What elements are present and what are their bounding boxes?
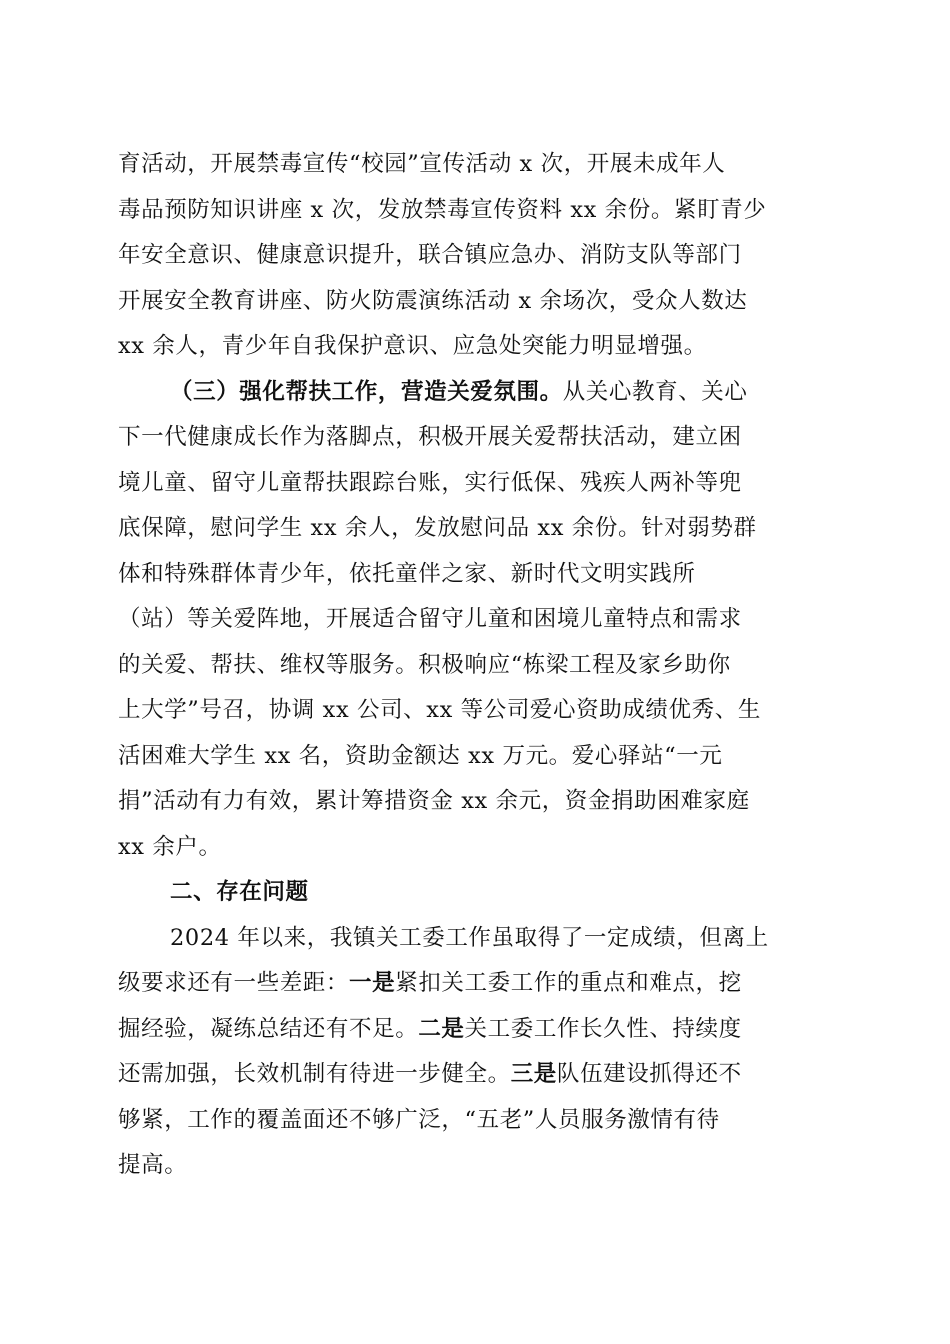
- body-text: 底保障，慰问学生 xx 余人，发放慰问品 xx 余份。针对弱势群: [118, 515, 757, 541]
- body-text: 捐”活动有力有效，累计筹措资金 xx 余元，资金捐助困难家庭: [118, 788, 750, 814]
- body-text: xx 余户。: [118, 833, 222, 860]
- text-line: [118, 370, 830, 416]
- body-text: 育活动，开展禁毒宣传“校园”宣传活动 x 次，开展未成年人: [118, 151, 726, 177]
- body-text: 的关爱、帮扶、维权等服务。积极响应“栋梁工程及家乡助你: [118, 651, 731, 678]
- text-line: [118, 961, 830, 1007]
- body-text: 还需加强，长效机制有待进一步健全。: [118, 1061, 511, 1087]
- text-line: [118, 916, 830, 962]
- text-line: [118, 688, 830, 734]
- bold-heading-text: 二、存在问题: [170, 879, 309, 905]
- text-line: [118, 233, 830, 279]
- text-line: [118, 779, 830, 825]
- text-line: [118, 461, 830, 507]
- body-text: 2024 年以来，我镇关工委工作虽取得了一定成绩，但离上: [170, 924, 769, 951]
- body-text: 体和特殊群体青少年，依托童伴之家、新时代文明实践所: [118, 560, 696, 587]
- text-line: [118, 825, 830, 871]
- body-text: 级要求还有一些差距：: [118, 970, 350, 996]
- text-line: [118, 415, 830, 461]
- text-line: [118, 324, 830, 370]
- bold-heading-text: （三）强化帮扶工作，营造关爱氛围。: [170, 378, 563, 405]
- text-line: [118, 1098, 830, 1144]
- body-text: 活困难大学生 xx 名，资助金额达 xx 万元。爱心驿站“一元: [118, 742, 723, 769]
- body-text: 毒品预防知识讲座 x 次，发放禁毒宣传资料 xx 余份。紧盯青少: [118, 196, 767, 223]
- body-text: 关工委工作长久性、持续度: [464, 1015, 742, 1042]
- text-line: [118, 1007, 830, 1053]
- text-line: [118, 1052, 830, 1098]
- text-line: [118, 188, 830, 234]
- bold-heading-text: 三是: [510, 1061, 557, 1087]
- body-text: 提高。: [118, 1152, 188, 1178]
- document-body: [118, 142, 830, 1189]
- body-text: 掘经验，凝练总结还有不足。: [118, 1015, 419, 1042]
- bold-heading-text: 二是: [418, 1015, 465, 1042]
- text-line: [118, 142, 830, 188]
- body-text: 够紧，工作的覆盖面还不够广泛，“五老”人员服务激情有待: [118, 1106, 720, 1133]
- text-line: [118, 643, 830, 689]
- body-text: （站）等关爱阵地，开展适合留守儿童和困境儿童特点和需求: [118, 606, 742, 632]
- body-text: 队伍建设抓得还不: [556, 1061, 742, 1087]
- body-text: 从关心教育、关心: [562, 378, 748, 405]
- text-line: [118, 734, 830, 780]
- text-line: [118, 597, 830, 643]
- body-text: 年安全意识、健康意识提升，联合镇应急办、消防支队等部门: [118, 242, 742, 268]
- body-text: 紧扣关工委工作的重点和难点，挖: [395, 970, 742, 996]
- text-line: [118, 552, 830, 598]
- body-text: 上大学”号召，协调 xx 公司、xx 等公司爱心资助成绩优秀、生: [118, 697, 761, 723]
- body-text: 开展安全教育讲座、防火防震演练活动 x 余场次，受众人数达: [118, 287, 748, 314]
- text-line: [118, 870, 830, 916]
- bold-heading-text: 一是: [349, 970, 396, 996]
- body-text: 下一代健康成长作为落脚点，积极开展关爱帮扶活动，建立困: [118, 424, 742, 450]
- text-line: [118, 279, 830, 325]
- text-line: [118, 1143, 830, 1189]
- body-text: 境儿童、留守儿童帮扶跟踪台账，实行低保、残疾人两补等兜: [118, 469, 742, 496]
- text-line: [118, 506, 830, 552]
- body-text: xx 余人，青少年自我保护意识、应急处突能力明显增强。: [118, 333, 707, 359]
